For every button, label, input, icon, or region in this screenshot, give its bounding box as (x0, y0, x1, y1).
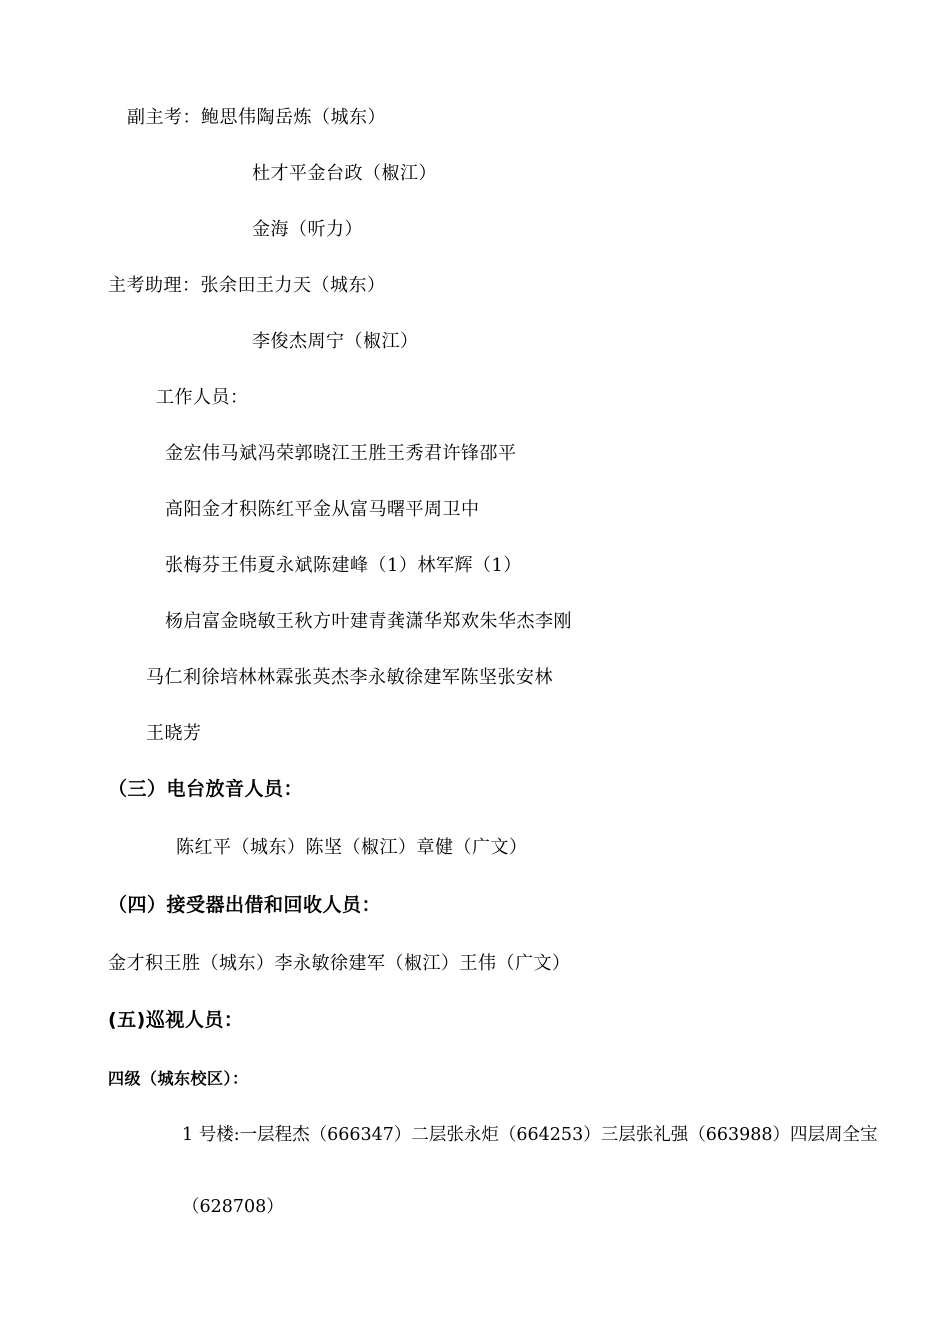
assistant-examiner-label: 主考助理： (108, 275, 201, 296)
building-1-line-1: 1 号楼:一层程杰（666347）二层张永炬（664253）三层张礼强（663988）四层周全宝 (182, 1125, 878, 1145)
staff-row: 张梅芬王伟夏永斌陈建峰（1）林军辉（1） (165, 555, 522, 576)
staff-row: 杨启富金晓敏王秋方叶建青龚潇华郑欢朱华杰李刚 (165, 611, 572, 632)
deputy-examiner-label: 副主考： (127, 107, 201, 128)
section-4-heading: （四）接受器出借和回收人员： (108, 894, 382, 916)
building-1-line-2: （628708） (182, 1197, 284, 1217)
staff-row: 王晓芳 (146, 723, 202, 744)
section-4-text: 金才积王胜（城东）李永敏徐建军（椒江）王伟（广文） (108, 953, 571, 974)
section-5-subheading: 四级（城东校区）： (108, 1069, 249, 1088)
deputy-examiner-line-2: 杜才平金台政（椒江） (252, 163, 437, 184)
section-5-heading: (五)巡视人员： (108, 1009, 244, 1031)
assistant-examiner-line-1 (108, 274, 386, 298)
deputy-examiner-line-3: 金海（听力） (252, 219, 363, 240)
staff-row: 马仁利徐培林林霖张英杰李永敏徐建军陈坚张安林 (146, 667, 553, 688)
assistant-examiner-names-1: 张余田王力天（城东） (200, 275, 386, 296)
assistant-examiner-line-2: 李俊杰周宁（椒江） (252, 331, 419, 352)
deputy-examiner-line-1 (127, 106, 386, 130)
deputy-examiner-names-1: 鲍思伟陶岳炼（城东） (201, 107, 386, 128)
section-3-heading: （三）电台放音人员： (108, 778, 304, 800)
staff-row: 金宏伟马斌冯荣郭晓江王胜王秀君许锋邵平 (165, 443, 517, 464)
section-3-text: 陈红平（城东）陈坚（椒江）章健（广文） (176, 837, 528, 858)
staff-label: 工作人员： (156, 387, 249, 408)
staff-row: 高阳金才积陈红平金从富马曙平周卫中 (165, 499, 480, 520)
